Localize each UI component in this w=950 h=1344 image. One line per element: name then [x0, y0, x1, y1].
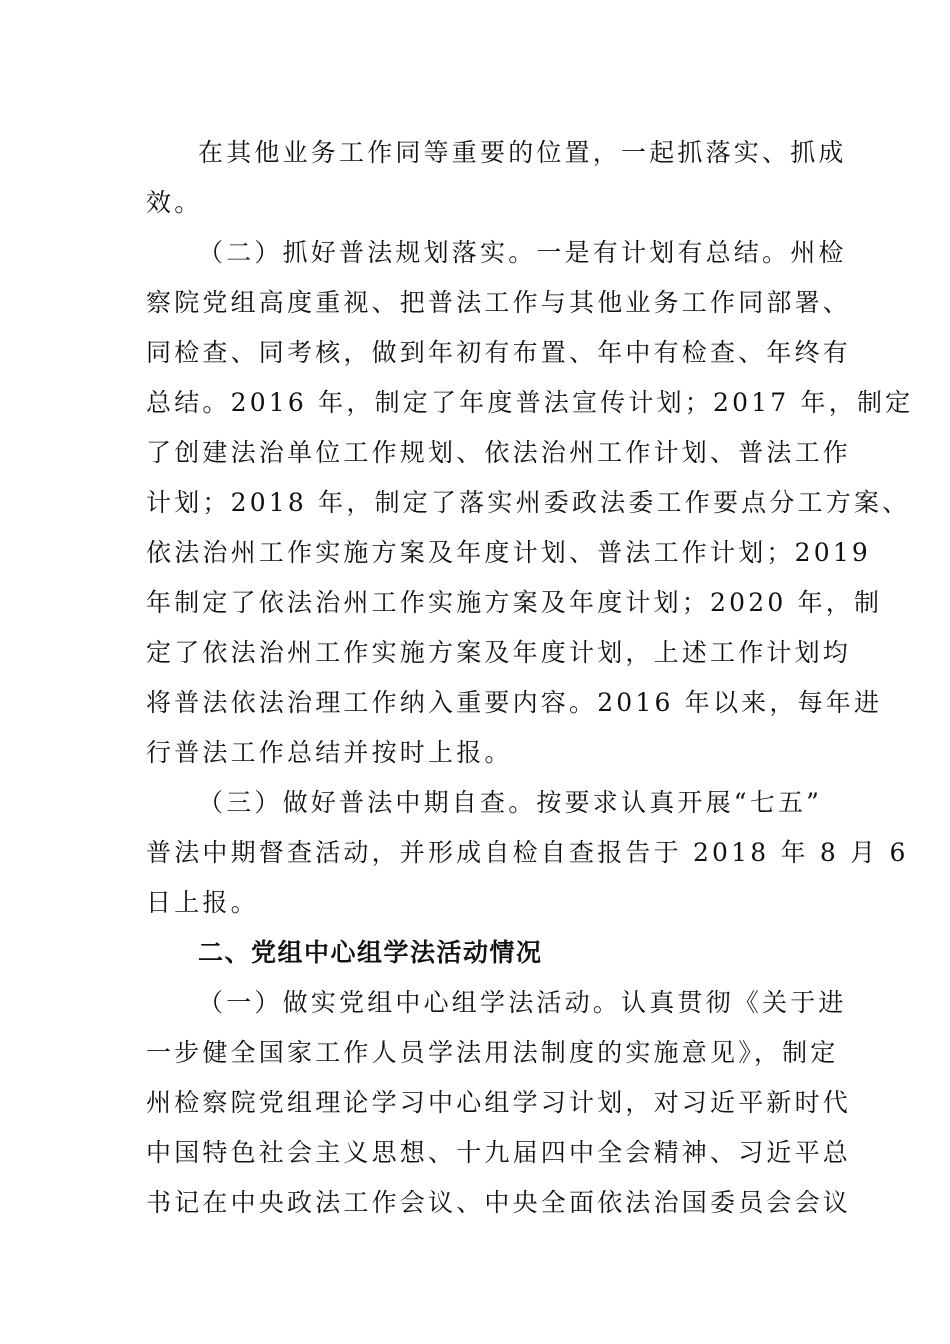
- text-line: 在其他业务工作同等重要的位置，一起抓落实、抓成: [198, 138, 847, 167]
- text-line: 年制定了依法治州工作实施方案及年度计划；2020 年，制: [146, 588, 883, 617]
- text-line: 效。: [146, 188, 203, 217]
- text-line: 书记在中央政法工作会议、中央全面依法治国委员会会议: [146, 1188, 852, 1217]
- text-line: （一）做实党组中心组学法活动。认真贯彻《关于进: [198, 988, 847, 1017]
- section-heading: 二、党组中心组学法活动情况: [198, 938, 543, 967]
- text-line: 普法中期督查活动，并形成自检自查报告于 2018 年 8 月 6: [146, 838, 909, 867]
- text-line: 将普法依法治理工作纳入重要内容。2016 年以来，每年进: [146, 688, 883, 717]
- text-line: 州检察院党组理论学习中心组学习计划，对习近平新时代: [146, 1088, 852, 1117]
- text-line: 日上报。: [146, 888, 259, 917]
- text-line: 定了依法治州工作实施方案及年度计划，上述工作计划均: [146, 638, 852, 667]
- text-line: 依法治州工作实施方案及年度计划、普法工作计划；2019: [146, 538, 872, 567]
- text-line: （二）抓好普法规划落实。一是有计划有总结。州检: [198, 238, 847, 267]
- text-line: 了创建法治单位工作规划、依法治州工作计划、普法工作: [146, 438, 852, 467]
- text-line: 行普法工作总结并按时上报。: [146, 738, 513, 767]
- text-line: 总结。2016 年，制定了年度普法宣传计划；2017 年，制定: [146, 388, 914, 417]
- text-line: 中国特色社会主义思想、十九届四中全会精神、习近平总: [146, 1138, 852, 1167]
- text-line: 一步健全国家工作人员学法用法制度的实施意见》，制定: [146, 1038, 839, 1067]
- text-line: 计划；2018 年，制定了落实州委政法委工作要点分工方案、: [146, 488, 911, 517]
- text-line: 察院党组高度重视、把普法工作与其他业务工作同部署、: [146, 288, 852, 317]
- text-line: （三）做好普法中期自查。按要求认真开展“七五”: [198, 788, 823, 817]
- text-line: 同检查、同考核，做到年初有布置、年中有检查、年终有: [146, 338, 852, 367]
